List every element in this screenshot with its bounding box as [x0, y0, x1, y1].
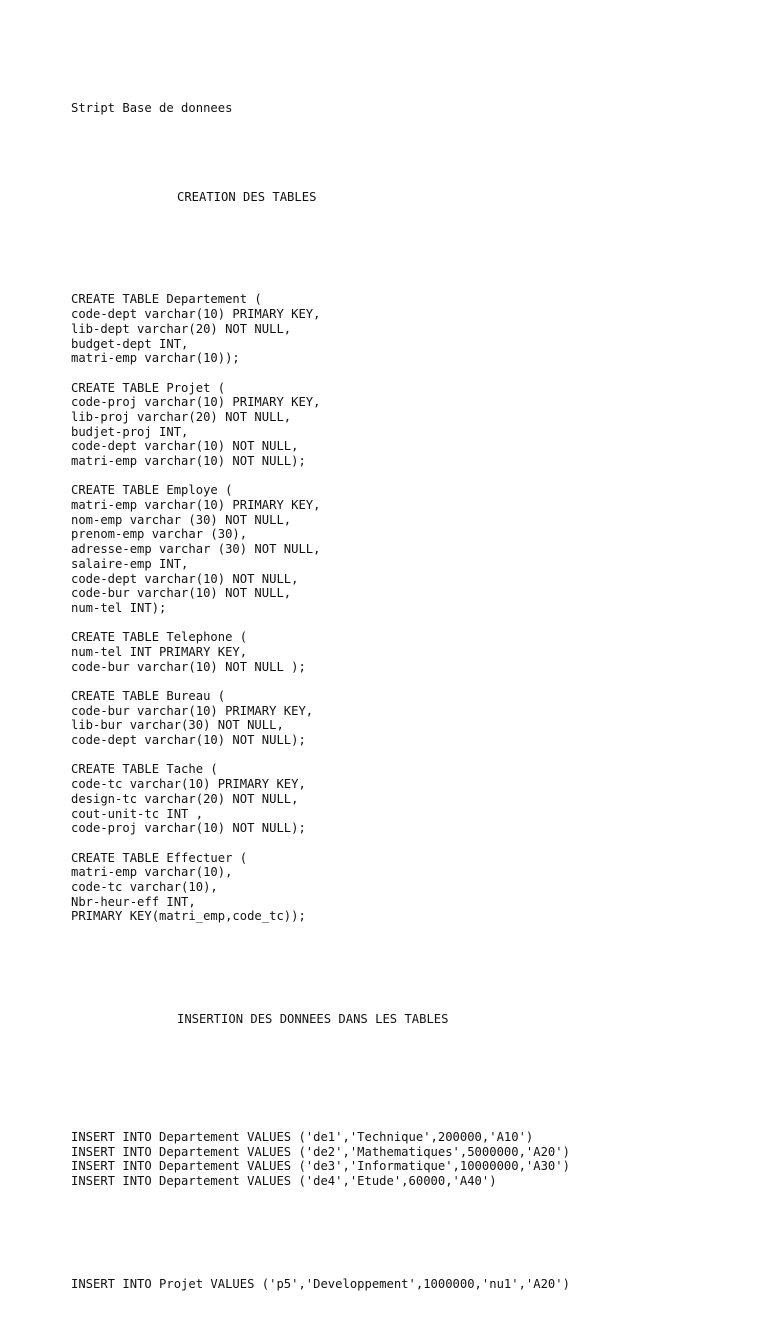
code-line: CREATE TABLE Projet (: [71, 380, 226, 395]
create-table-statements: [71, 292, 570, 924]
section-heading-tables: CREATION DES TABLES: [177, 189, 317, 204]
sql-table-block: [71, 483, 570, 615]
insert-projet-statements: [71, 1277, 570, 1292]
code-line: Nbr-heur-eff INT,: [71, 894, 196, 909]
code-line: lib-proj varchar(20) NOT NULL,: [71, 409, 292, 424]
sql-table-block: [71, 851, 570, 924]
code-line: lib-bur varchar(30) NOT NULL,: [71, 718, 284, 733]
insert-line: INSERT INTO Departement VALUES ('de4','Etude',60000,'A40'): [71, 1173, 497, 1188]
code-line: adresse-emp varchar (30) NOT NULL,: [71, 542, 321, 557]
code-line: CREATE TABLE Tache (: [71, 762, 218, 777]
document-title: Stript Base de donnees: [71, 101, 233, 116]
code-line: lib-dept varchar(20) NOT NULL,: [71, 321, 292, 336]
code-line: code-bur varchar(10) PRIMARY KEY,: [71, 703, 314, 718]
insert-line: INSERT INTO Departement VALUES ('de2','Mathematiques',5000000,'A20'): [71, 1144, 570, 1159]
code-line: code-dept varchar(10) NOT NULL,: [71, 439, 299, 454]
document-body: [71, 72, 570, 1321]
code-line: CREATE TABLE Bureau (: [71, 689, 226, 704]
code-line: matri-emp varchar(10),: [71, 865, 233, 880]
section-heading-inserts: INSERTION DES DONNEES DANS LES TABLES: [177, 1012, 449, 1027]
code-line: code-dept varchar(10) PRIMARY KEY,: [71, 307, 321, 322]
code-line: budget-dept INT,: [71, 336, 189, 351]
code-line: CREATE TABLE Departement (: [71, 292, 262, 307]
code-line: code-dept varchar(10) NOT NULL);: [71, 733, 306, 748]
code-line: prenom-emp varchar (30),: [71, 527, 248, 542]
code-line: code-proj varchar(10) PRIMARY KEY,: [71, 395, 321, 410]
code-line: matri-emp varchar(10) PRIMARY KEY,: [71, 498, 321, 513]
sql-table-block: [71, 630, 570, 674]
code-line: CREATE TABLE Employe (: [71, 483, 233, 498]
code-line: salaire-emp INT,: [71, 556, 189, 571]
insert-departement-statements: [71, 1130, 570, 1189]
code-line: code-dept varchar(10) NOT NULL,: [71, 571, 299, 586]
insert-line: INSERT INTO Projet VALUES ('p5','Developpement',1000000,'nu1','A20'): [71, 1276, 570, 1291]
sql-table-block: [71, 292, 570, 365]
sql-table-block: [71, 689, 570, 748]
code-line: code-proj varchar(10) NOT NULL);: [71, 821, 306, 836]
code-line: CREATE TABLE Effectuer (: [71, 850, 248, 865]
code-line: matri-emp varchar(10) NOT NULL);: [71, 454, 306, 469]
code-line: CREATE TABLE Telephone (: [71, 630, 248, 645]
sql-table-block: [71, 762, 570, 835]
code-line: nom-emp varchar (30) NOT NULL,: [71, 512, 292, 527]
code-line: PRIMARY KEY(matri_emp,code_tc));: [71, 909, 306, 924]
code-line: num-tel INT PRIMARY KEY,: [71, 644, 248, 659]
code-line: num-tel INT);: [71, 600, 167, 615]
code-line: code-tc varchar(10),: [71, 879, 218, 894]
code-line: budjet-proj INT,: [71, 424, 189, 439]
insert-line: INSERT INTO Departement VALUES ('de3','Informatique',10000000,'A30'): [71, 1159, 570, 1174]
code-line: code-bur varchar(10) NOT NULL );: [71, 659, 306, 674]
code-line: code-tc varchar(10) PRIMARY KEY,: [71, 777, 306, 792]
code-line: cout-unit-tc INT ,: [71, 806, 204, 821]
sql-table-block: [71, 381, 570, 469]
code-line: matri-emp varchar(10));: [71, 351, 240, 366]
code-line: design-tc varchar(20) NOT NULL,: [71, 791, 299, 806]
code-line: code-bur varchar(10) NOT NULL,: [71, 586, 292, 601]
insert-line: INSERT INTO Departement VALUES ('de1','Technique',200000,'A10'): [71, 1129, 534, 1144]
